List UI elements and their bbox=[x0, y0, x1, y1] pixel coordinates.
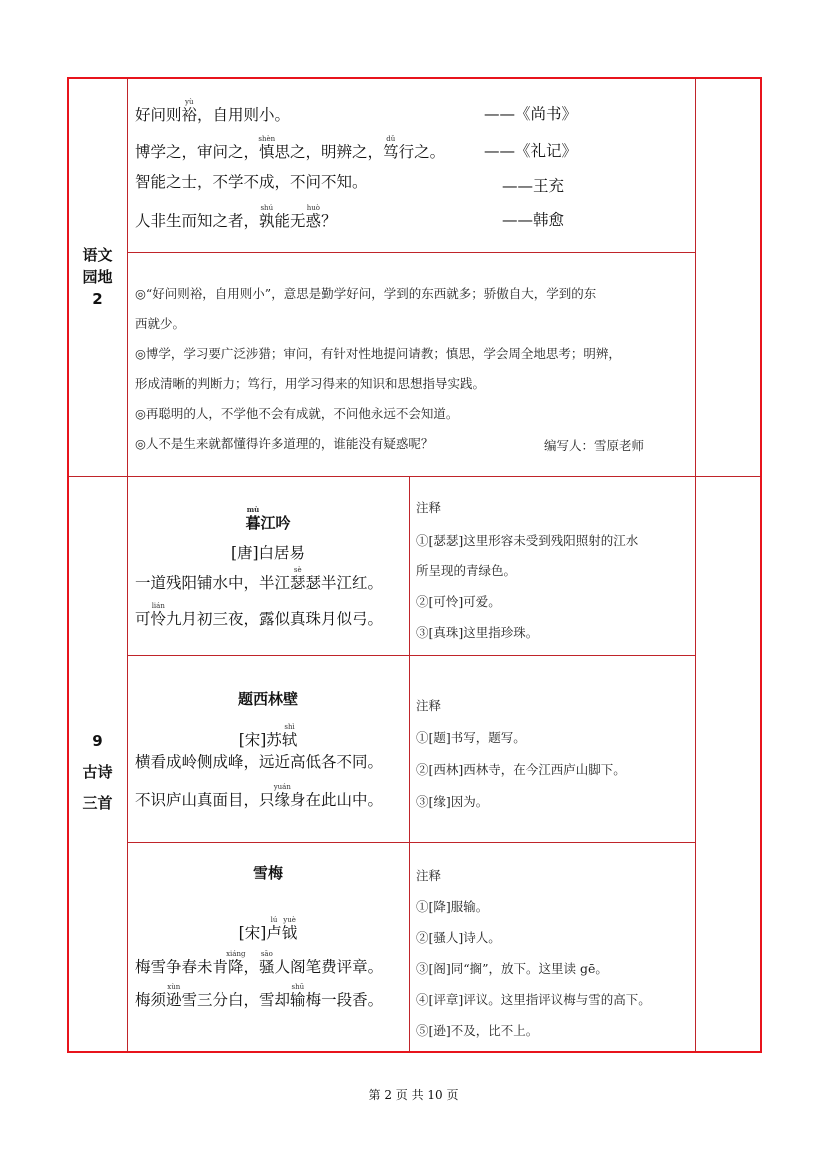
annotated-char bbox=[245, 505, 261, 532]
char: 怜 bbox=[150, 610, 167, 628]
pinyin: shèn bbox=[258, 135, 276, 143]
poem-author bbox=[128, 916, 408, 943]
label-line: 园地 bbox=[82, 268, 113, 286]
text: 好问则 bbox=[135, 106, 182, 124]
divider bbox=[409, 476, 410, 1052]
annotated-char bbox=[266, 916, 282, 942]
explanation-line: 形成清晰的判断力；笃行，用学习得来的知识和思想指导实践。 bbox=[135, 376, 486, 391]
notes-title: 注释 bbox=[416, 698, 442, 713]
annotated-char bbox=[305, 204, 322, 230]
divider bbox=[695, 78, 696, 1052]
char: 惑 bbox=[305, 212, 322, 230]
text: 智能之士，不学不成，不问不知。 bbox=[135, 173, 368, 191]
text: ，自用则小。 bbox=[197, 106, 291, 124]
char: 钺 bbox=[281, 924, 298, 942]
pinyin: shú bbox=[259, 204, 275, 212]
text: 横看成岭侧成峰，远近高低各不同。 bbox=[135, 753, 384, 771]
poem-title bbox=[128, 862, 408, 883]
annotated-char bbox=[226, 950, 246, 976]
label-line: 9 bbox=[92, 732, 103, 750]
poem-title bbox=[128, 506, 408, 533]
text: 一道残阳铺水中，半江 bbox=[135, 574, 291, 592]
annotated-char bbox=[290, 566, 306, 592]
pinyin: yù bbox=[181, 98, 198, 106]
note-line: 所呈现的青绿色。 bbox=[416, 563, 517, 578]
char: 降 bbox=[226, 958, 246, 976]
quote-line bbox=[135, 98, 290, 125]
pinyin: yuè bbox=[281, 916, 298, 924]
note-line: ②[西林]西林寺，在今江西庐山脚下。 bbox=[416, 762, 626, 777]
char: 输 bbox=[290, 991, 306, 1009]
note-line: ⑤[逊]不及，比不上。 bbox=[416, 1023, 539, 1038]
text: 九月初三夜，露似真珠月似弓。 bbox=[166, 610, 384, 628]
poem-author bbox=[128, 723, 408, 750]
annotated-char bbox=[166, 983, 182, 1009]
char: 轼 bbox=[281, 731, 298, 749]
annotated-char bbox=[281, 916, 298, 942]
char: 逊 bbox=[166, 991, 182, 1009]
char: 慎 bbox=[258, 143, 276, 161]
annotated-char bbox=[281, 723, 298, 749]
divider bbox=[127, 78, 128, 1052]
poem-author bbox=[128, 541, 408, 563]
char: 笃 bbox=[383, 143, 399, 161]
poem-line bbox=[135, 783, 383, 810]
quote-line bbox=[135, 204, 337, 231]
pinyin: huò bbox=[305, 204, 322, 212]
text: 雪三分白，雪却 bbox=[181, 991, 291, 1009]
quote-line bbox=[135, 170, 368, 192]
pinyin: xùn bbox=[166, 983, 182, 991]
pinyin: xiáng bbox=[226, 950, 246, 958]
divider bbox=[127, 655, 695, 656]
author-credit: 编写人：雪原老师 bbox=[544, 438, 645, 453]
text: 不识庐山真面目，只 bbox=[135, 791, 275, 809]
note-line: ①[降]服输。 bbox=[416, 899, 489, 914]
poem-line bbox=[135, 602, 383, 629]
char: 骚 bbox=[259, 958, 275, 976]
note-line: ①[题]书写，题写。 bbox=[416, 730, 526, 745]
label-line: 古诗 bbox=[82, 763, 113, 781]
text: 雪梅 bbox=[252, 864, 283, 882]
text: 题西林壁 bbox=[237, 690, 298, 708]
pinyin: mù bbox=[245, 505, 261, 514]
pinyin: shū bbox=[290, 983, 306, 991]
char: 暮 bbox=[245, 514, 261, 532]
char: 卢 bbox=[266, 924, 282, 942]
explanation-line: ◎博学，学习要广泛涉猎；审问，有针对性地提问请教；慎思，学会周全地思考；明辨， bbox=[135, 346, 621, 361]
section-label-yuwen-yuandi bbox=[68, 244, 127, 310]
text: 瑟半江红。 bbox=[305, 574, 384, 592]
text: 梅须 bbox=[135, 991, 167, 1009]
annotated-char bbox=[273, 783, 291, 809]
pinyin: sāo bbox=[259, 950, 275, 958]
text: 江吟 bbox=[260, 514, 291, 532]
annotated-char bbox=[290, 983, 306, 1009]
section-label-gushi bbox=[68, 726, 127, 819]
note-line: ③[阁]同“搁”，放下。这里读 gē。 bbox=[416, 961, 608, 976]
text: 思之，明辨之， bbox=[274, 143, 384, 161]
label-line: 语文 bbox=[82, 246, 113, 264]
annotated-char bbox=[258, 135, 276, 161]
quote-source: ——韩愈 bbox=[502, 211, 565, 229]
text: 身在此山中。 bbox=[290, 791, 384, 809]
divider bbox=[127, 842, 695, 843]
poem-line bbox=[135, 566, 383, 593]
quote-source: ——王充 bbox=[502, 177, 565, 195]
text: [宋] bbox=[238, 924, 267, 942]
note-line: ②[可怜]可爱。 bbox=[416, 594, 501, 609]
text: 行之。 bbox=[398, 143, 446, 161]
annotated-char bbox=[259, 204, 275, 230]
poem-line bbox=[135, 950, 383, 977]
note-line: ③[缘]因为。 bbox=[416, 794, 489, 809]
text: 博学之，审问之， bbox=[135, 143, 260, 161]
pinyin: yuán bbox=[273, 783, 291, 791]
pinyin: sè bbox=[290, 566, 306, 574]
notes-title: 注释 bbox=[416, 868, 442, 883]
text: [宋]苏 bbox=[238, 731, 282, 749]
quote-source: ——《尚书》 bbox=[484, 105, 578, 123]
char: 裕 bbox=[181, 106, 198, 124]
text: [唐]白居易 bbox=[230, 544, 306, 562]
text: ， bbox=[243, 958, 260, 976]
note-line: ①[瑟瑟]这里形容未受到残阳照射的江水 bbox=[416, 533, 639, 548]
quote-line bbox=[135, 135, 445, 162]
quote-source: ——《礼记》 bbox=[484, 142, 578, 160]
annotated-char bbox=[150, 602, 167, 628]
text: 人阁笔费评章。 bbox=[274, 958, 384, 976]
text: 可 bbox=[135, 610, 151, 628]
poem-line bbox=[135, 983, 383, 1010]
char: 瑟 bbox=[290, 574, 306, 592]
annotated-char bbox=[383, 135, 399, 161]
char: 缘 bbox=[273, 791, 291, 809]
text: 梅雪争春未肯 bbox=[135, 958, 229, 976]
pinyin: dǔ bbox=[383, 135, 399, 143]
poem-line bbox=[135, 750, 383, 772]
annotated-char bbox=[259, 950, 275, 976]
note-line: ④[评章]评议。这里指评议梅与雪的高下。 bbox=[416, 992, 651, 1007]
label-line: 三首 bbox=[82, 794, 113, 812]
pinyin: lú bbox=[266, 916, 282, 924]
text: ？ bbox=[321, 212, 337, 230]
poem-title bbox=[128, 688, 408, 709]
text: 梅一段香。 bbox=[305, 991, 384, 1009]
note-line: ③[真珠]这里指珍珠。 bbox=[416, 625, 539, 640]
explanation-line: ◎人不是生来就都懂得许多道理的，谁能没有疑惑呢？ bbox=[135, 436, 434, 451]
explanation-line: ◎再聪明的人，不学他不会有成就，不问他永远不会知道。 bbox=[135, 406, 459, 421]
label-line: 2 bbox=[92, 290, 103, 308]
page-footer: 第 2 页 共 10 页 bbox=[368, 1088, 459, 1102]
text: 能无 bbox=[274, 212, 306, 230]
explanation-line: 西就少。 bbox=[135, 316, 186, 331]
char: 孰 bbox=[259, 212, 275, 230]
explanation-line: ◎“好问则裕，自用则小”，意思是勤学好问，学到的东西就多；骄傲自大，学到的东 bbox=[135, 286, 597, 301]
annotated-char bbox=[181, 98, 198, 124]
divider bbox=[68, 476, 761, 477]
pinyin: lián bbox=[150, 602, 167, 610]
divider bbox=[127, 252, 695, 253]
pinyin: shì bbox=[281, 723, 298, 731]
notes-title: 注释 bbox=[416, 500, 442, 515]
text: 人非生而知之者， bbox=[135, 212, 260, 230]
note-line: ②[骚人]诗人。 bbox=[416, 930, 501, 945]
